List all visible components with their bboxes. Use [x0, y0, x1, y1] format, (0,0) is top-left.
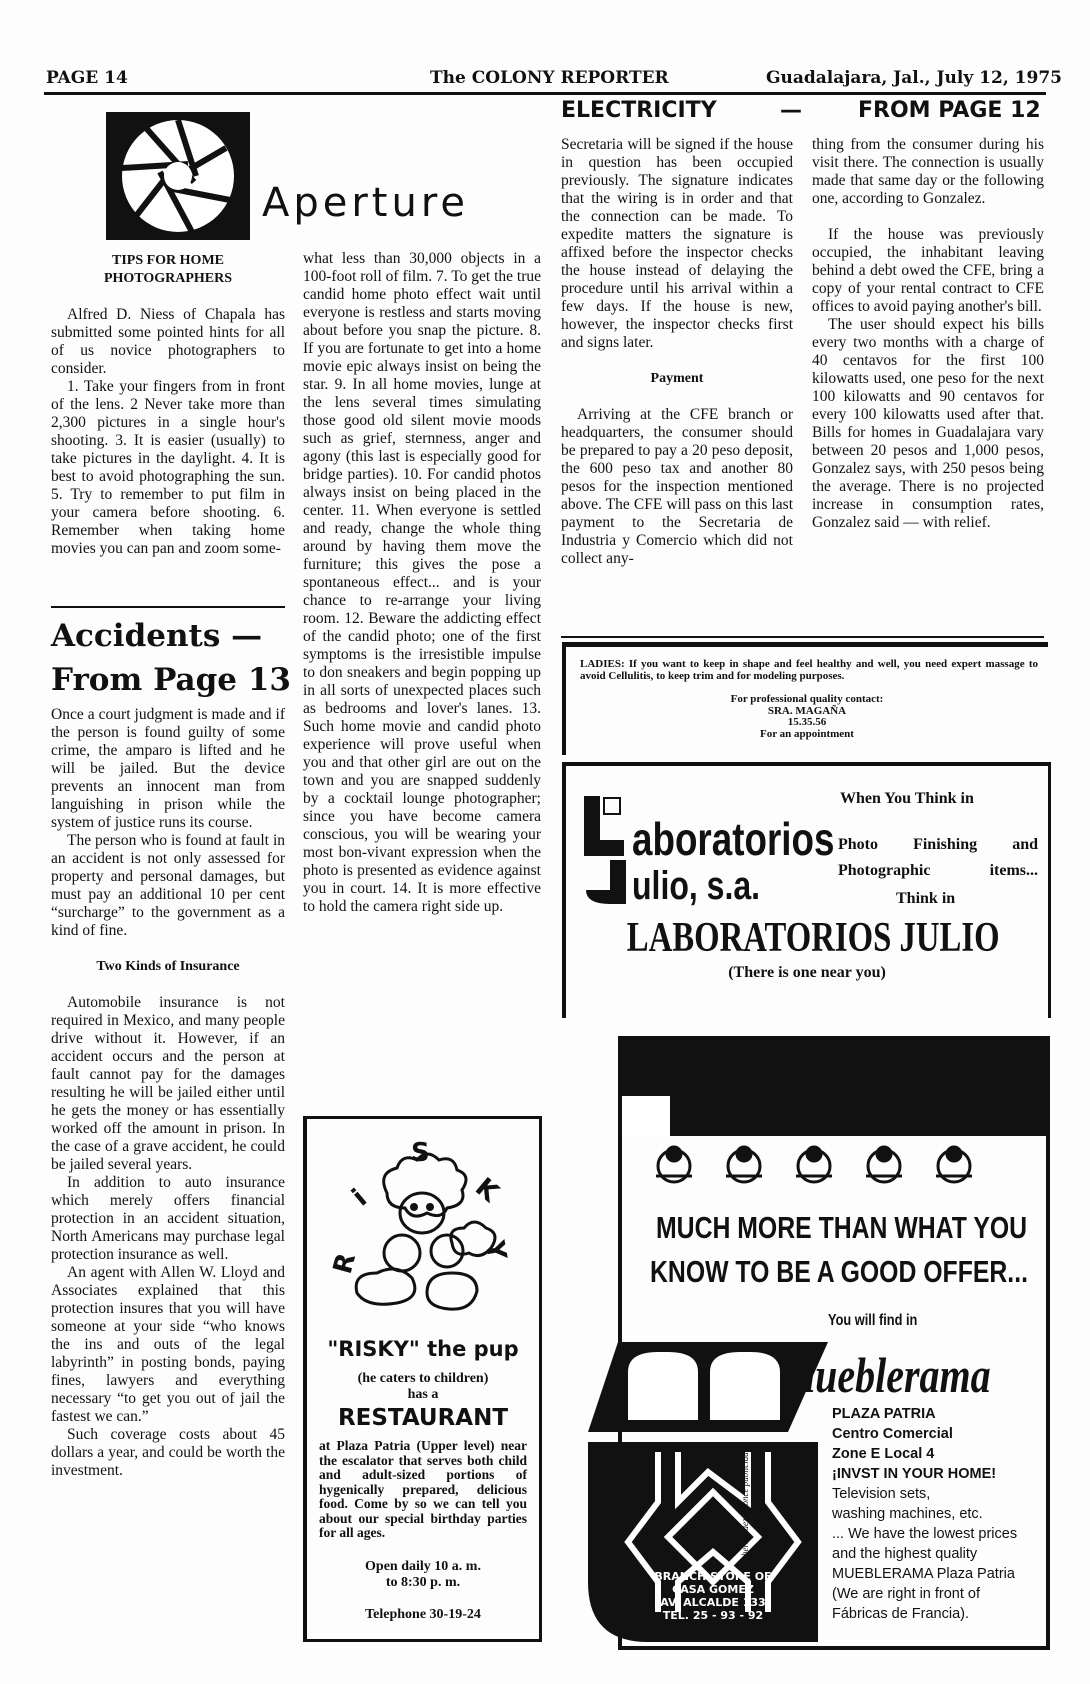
- lab-ad-line1: When You Think in: [840, 790, 974, 807]
- lab-logo-top: aboratorios: [632, 813, 835, 865]
- mueble-line: Fábricas de Francia).: [832, 1606, 969, 1622]
- paragraph: The user should expect his bills every two months with a charge of 40 centavos for the first 100 kilowatts used, one peso for the next 100 kilowatts and 90 centavos for every 100 kilowatts used after that. Bills for homes in Guadalajara vary between 20 pesos and 1,000 pesos, Gonzalez says, with 250 pesos being the average. There is no projected increase in consumption rates, Gonzalez said — with relief.: [812, 316, 1044, 531]
- mueble-line: Television sets,: [832, 1486, 931, 1502]
- mueble-line: Centro Comercial: [832, 1426, 953, 1442]
- lab-logo-bottom: ulio, s.a.: [632, 864, 761, 908]
- paragraph: Such coverage costs about 45 dollars a year, and could be worth the investment.: [51, 1426, 285, 1479]
- risky-restaurant: RESTAURANT: [337, 1405, 509, 1431]
- massage-ad-body: LADIES: If you want to keep in shape and feel healthy and well, you need expert massage to avoid Cellulitis, to keep trim and for modeling purposes.: [580, 658, 1038, 682]
- paragraph: The person who is found at fault in an accident is not only assessed for property and personal damages, but must pay an additional 10 per cent “surcharge” to the government as a kind of fine.: [51, 832, 285, 939]
- banner-notch: [622, 1096, 670, 1136]
- ad-banner: [622, 1036, 1046, 1136]
- light-bulb-characters-icon: [622, 1140, 1046, 1198]
- mueble-line: ¡INVST IN YOUR HOME!: [832, 1466, 997, 1482]
- risky-restaurant-ad: [303, 1116, 542, 1642]
- accidents-subhead: Two Kinds of Insurance: [96, 959, 240, 974]
- aperture-subhead: TIPS FOR HOME PHOTOGRAPHERS: [103, 253, 233, 286]
- paragraph: An agent with Allen W. Lloyd and Associates explained that this protection insures that you will have someone at your side “who knows the ins and outs of the legal labyrinth” in posting bonds, paying fines, lawyers and everything necessary “to get you out of jail the fastest we can.”: [51, 1264, 285, 1425]
- accidents-headline-2: From Page 13: [51, 662, 291, 698]
- lab-ad-line2: Photo Finishing and Photographic items...: [838, 836, 1038, 879]
- mueble-headline-2: KNOW TO BE A GOOD OFFER...: [650, 1254, 1028, 1289]
- massage-ad-contact-block: [566, 694, 1048, 740]
- risky-body: at Plaza Patria (Upper level) near the escalator that serves both child and adult-sized portions of hygenically prepared, delicious food. Come by so we can tell you about our special birthday parties for all ages.: [319, 1438, 527, 1540]
- accidents-column: [51, 706, 285, 1480]
- paragraph: what less than 30,000 objects in a 100-foot roll of film. 7. To get the true candid home photo effect wait until everyone is restless and starts moving about before you snap the picture. 8. If you are fortunate to get into a home movie epic always insist on being the star. 9. In all home movies, lunge at the lens several times simulating those good old silent movie moods such as grief, sternness, anger and agony (this last is especially good for bridge parties). 10. For candid photos always insist on being placed in the center. 11. When everyone is settled and ready, change the whole thing around by having them move the furniture; this gives the pose a spontaneous effect... and is your chance to re-arrange your living room. 12. Beware the addicting effect of the candid photo; one of the first symptoms is the irresistible impulse to don sneakers and begin popping up in all sorts of unexpected places such as bedrooms and lover's lanes. 13. Such home movie and candid photo experience will prove useful when you and that other girl are out on the town and you are snapped suddenly by a cocktail lounge photographer; since you have become camera conscious, you will be wearing your most bon-vivant expression when the photo is presented as evidence against you in court. 14. It is more effective to hold the camera right side up.: [303, 250, 541, 915]
- risky-letter-y: Y: [478, 1238, 512, 1263]
- mueble-line: and the highest quality: [832, 1546, 978, 1562]
- paragraph: 1. Take your fingers from in front of the lens. 2 Never take more than 2,300 pictures in a single hour's shooting. 3. It is easier (usually) to take pictures in the daylight. 4. It is best to avoid photographing the sun. 5. Try to remember to put film in your camera before shooting. 6. Remember when taking home movies you can pan and zoom some-: [51, 378, 285, 557]
- paragraph: Secretaria will be signed if the house in question has been occupied previously. The signature indicates that the wiring is in order and that the connection can be made. To expedite matters the signature is affixed before the inspector checks the house instead of delaying the procedure until his arrival within a few days. If the house is new, however, the inspector checks first and signs later.: [561, 136, 793, 351]
- payment-subhead: Payment: [650, 371, 704, 386]
- aperture-title: Aperture: [262, 180, 470, 226]
- paragraph: If the house was previously occupied, the inhabitant leaving behind a debt owed the CFE, bring a copy of your rental contract to CFE offices to avoid paying another's bill.: [812, 226, 1044, 315]
- dateline: Guadalajara, Jal., July 12, 1975: [766, 68, 1062, 88]
- mueble-details: [832, 1404, 1046, 1624]
- risky-subtitle: (he caters to children): [357, 1371, 489, 1386]
- mueble-line: washing machines, etc.: [832, 1506, 983, 1522]
- electricity-column-4: [812, 136, 1044, 532]
- massage-ad: [562, 642, 1048, 755]
- ad-rule: [561, 636, 1044, 638]
- risky-letter-r: R: [327, 1249, 363, 1278]
- mueble-line: Zone E Local 4: [832, 1446, 935, 1462]
- column-rule: [51, 606, 285, 608]
- risky-title: "RISKY" the pup: [327, 1337, 519, 1361]
- paper-title: The COLONY REPORTER: [430, 68, 669, 88]
- electricity-from-page: FROM PAGE 12: [858, 98, 1041, 123]
- aperture-column-1: [51, 252, 285, 558]
- risky-hours-close: to 8:30 p. m.: [385, 1575, 461, 1590]
- risky-pup-icon: [327, 1133, 517, 1313]
- risky-letter-s: S: [411, 1138, 430, 1168]
- accidents-headline-1: Accidents —: [51, 618, 263, 654]
- mueble-line: (We are right in front of: [832, 1586, 981, 1602]
- risky-phone: Telephone 30-19-24: [365, 1607, 481, 1622]
- massage-ad-phone: 15.35.56: [787, 716, 827, 728]
- electricity-headline: ELECTRICITY: [561, 98, 717, 123]
- aperture-column-2: [303, 250, 541, 916]
- paragraph: Alfred D. Niess of Chapala has submitted some pointed hints for all of us novice photographers to consider.: [51, 306, 285, 377]
- lab-ad-tagline: (There is one near you): [728, 964, 886, 981]
- risky-letter-i: i: [346, 1183, 373, 1213]
- page-number: PAGE 14: [46, 68, 128, 88]
- electricity-dash: —: [780, 98, 802, 123]
- mueble-line: ... We have the lowest prices: [832, 1526, 1018, 1542]
- electricity-column-3: [561, 136, 793, 568]
- paragraph: Automobile insurance is not required in Mexico, and many people drive without it. However, if an accident occurs and the person at fault cannot pay for the damages resulting he will be jailed either until he gets the money or has essentially worked off the amount in prison. In the case of a grave accident, he could be jailed several years.: [51, 994, 285, 1173]
- mueble-headline-1: MUCH MORE THAN WHAT YOU: [656, 1210, 1028, 1245]
- mueble-line: MUEBLERAMA Plaza Patria: [832, 1566, 1015, 1582]
- risky-letter-k: K: [469, 1172, 504, 1209]
- branch-line: TEL. 25 - 93 - 92: [662, 1609, 764, 1622]
- risky-hours: [307, 1559, 539, 1591]
- branch-line: CASA GOMEZ: [672, 1583, 754, 1596]
- mueblerama-ad: [618, 1036, 1050, 1650]
- risky-has: has a: [407, 1387, 439, 1402]
- massage-ad-name: SRA. MAGAÑA: [767, 704, 847, 717]
- risky-hours-open: Open daily 10 a. m.: [365, 1559, 481, 1574]
- laboratorios-logo-icon: [582, 794, 632, 906]
- branch-line: AV. ALCALDE 133: [660, 1596, 766, 1609]
- massage-ad-contact: For professional quality contact:: [730, 693, 884, 705]
- agency-credit: hernandez y ponce publicidad: [740, 1447, 750, 1556]
- laboratorios-julio-ad: [562, 762, 1051, 1018]
- paragraph: Arriving at the CFE branch or headquarters, the consumer should be prepared to pay a 20 peso deposit, the 600 peso tax and another 80 pesos for the inspection mentioned above. The CFE will pass on this last payment to the Secretaria de Industria y Comercio which did not collect any-: [561, 406, 793, 567]
- header-rule: [44, 92, 1046, 95]
- paragraph: thing from the consumer during his visit there. The connection is usually made that same day or the following one, according to Gonzalez.: [812, 136, 1044, 207]
- paragraph: Once a court judgment is made and if the person is found guilty of some crime, the amparo is lifted and he will be jailed. But the device prevents an innocent man from languishing in prison while the system of justice runs its course.: [51, 706, 285, 831]
- mueblerama-brand: mueblerama: [784, 1347, 991, 1403]
- paragraph: In addition to auto insurance which merely offers financial protection in an accident situation, North Americans may purchase legal protection insurance as well.: [51, 1174, 285, 1263]
- massage-ad-footer: For an appointment: [760, 727, 854, 740]
- aperture-logo-icon: [106, 112, 250, 240]
- mueble-line: PLAZA PATRIA: [832, 1406, 936, 1422]
- lab-ad-name: LABORATORIOS JULIO: [626, 915, 1000, 961]
- lab-ad-line3: Think in: [896, 890, 956, 907]
- branch-line: BRANCH STORE OF: [654, 1570, 772, 1583]
- branch-store-info: [638, 1570, 788, 1622]
- mueble-find: You will find in: [828, 1312, 918, 1329]
